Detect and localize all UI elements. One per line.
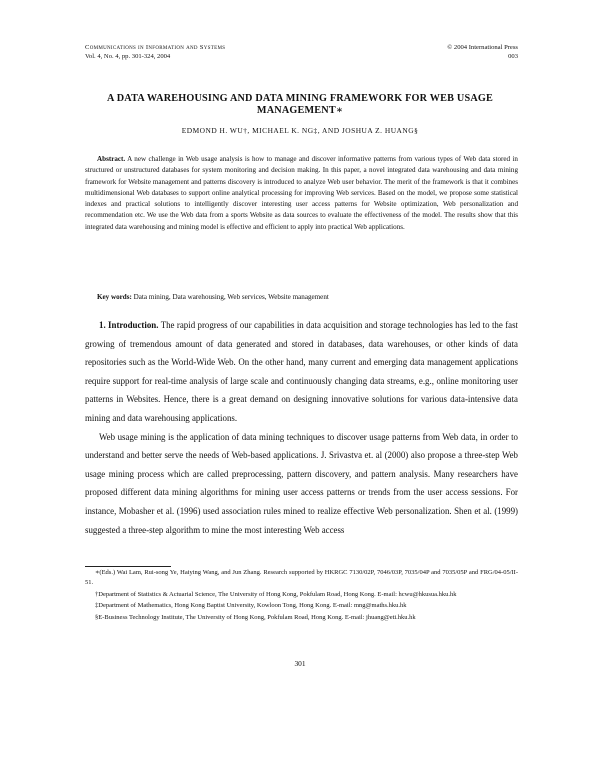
intro-paragraph-1-text: The rapid progress of our capabilities in data acquisition and storage technologies has led to the fast growing of tremendous amount of data generated and stored in databases, data warehouses, or other kinds of data repositories such as the World-Wide Web. On the other hand, many current and emerging data management applications require support for real-time analysis of large scale and continuously changing data streams, e.g., online monitoring user patterns in Websites. Hence, there is a great demand on designing innovative solutions for various data-intensive data mining and data warehousing applications. (85, 320, 519, 423)
keywords-label: Key words: (97, 293, 132, 301)
keywords (85, 292, 518, 302)
header-left (85, 43, 225, 61)
body-text (85, 316, 518, 539)
footnote-author-3: §E-Business Technology Institute, The University of Hong Kong, Pokfulam Road, Hong Kong. E-mail: jhuang@eti.hku.hk (95, 613, 416, 621)
abstract (85, 154, 518, 233)
footnote-rule (85, 566, 171, 567)
keywords-text: Data mining, Data warehousing, Web services, Website management (133, 293, 329, 301)
journal-volume: Vol. 4, No. 4, pp. 301-324, 2004 (85, 53, 171, 60)
section-heading: 1. Introduction. (99, 320, 159, 330)
article-code: 003 (508, 53, 518, 60)
paper-title: A DATA WAREHOUSING AND DATA MINING FRAMEWORK FOR WEB USAGE MANAGEMENT∗ (106, 93, 494, 116)
copyright-notice: © 2004 International Press (447, 44, 518, 51)
page-number: 301 (294, 659, 306, 668)
abstract-text: A new challenge in Web usage analysis is how to manage and discover informative patterns from various types of Web data stored in structured or unstructured databases for system monitoring and decision making. In this paper, a novel integrated data warehousing and data mining framework for Website management and patterns discovery is introduced to analyze Web user behavior. The merit of the framework is that it combines multidimensional Web databases to support online analytical processing for improving Web services. Based on the model, we propose some statistical indexes and practical solutions to intelligently discover interesting user access patterns for Website optimization, Web personalization and recommendation etc. We use the Web data from a sports Website as data sources to evaluate the effectiveness of the model. The results show that this integrated data warehousing and mining model is effective and efficient to apply into practical Web applications. (85, 155, 518, 231)
footnote-editors: ∗(Eds.) Wai Lam, Rui-song Ye, Haiying Wang, and Jun Zhang. Research supported by HKRGC 7130/02P, 7046/03P, 7035/04P and 7035/05P and FRG/04-05/II-51. (85, 569, 518, 587)
intro-paragraph-2: Web usage mining is the application of data mining techniques to discover usage patterns from Web data, in order to understand and better serve the needs of Web-based applications. J. Srivastva et. al (2000) also propose a three-step Web usage mining process which are called preprocessing, pattern discovery, and pattern analysis. Many researchers have proposed different data mining algorithms for mining user access patterns or trends from the user access sessions. For instance, Mobasher et al. (1996) used association rules mined to realize effective Web personalization. Shen et al. (1999) suggested a three-step algorithm to mine the most interesting Web access (85, 431, 518, 535)
intro-paragraph-1 (85, 316, 518, 428)
journal-name: Communications in Information and Systems (85, 44, 226, 51)
footnote-author-2: ‡Department of Mathematics, Hong Kong Baptist University, Kowloon Tong, Hong Kong. E-mail: mng@maths.hku.hk (95, 602, 407, 610)
abstract-label: Abstract. (97, 155, 126, 163)
author-list: EDMOND H. WU†, MICHAEL K. NG‡, AND JOSHUA Z. HUANG§ (181, 126, 419, 135)
footnote-author-1: †Department of Statistics & Actuarial Science, The University of Hong Kong, Pokfulam Road, Hong Kong. E-mail: hcwu@hkusua.hku.hk (95, 590, 457, 598)
header-right (447, 43, 518, 61)
footnotes (85, 568, 518, 624)
